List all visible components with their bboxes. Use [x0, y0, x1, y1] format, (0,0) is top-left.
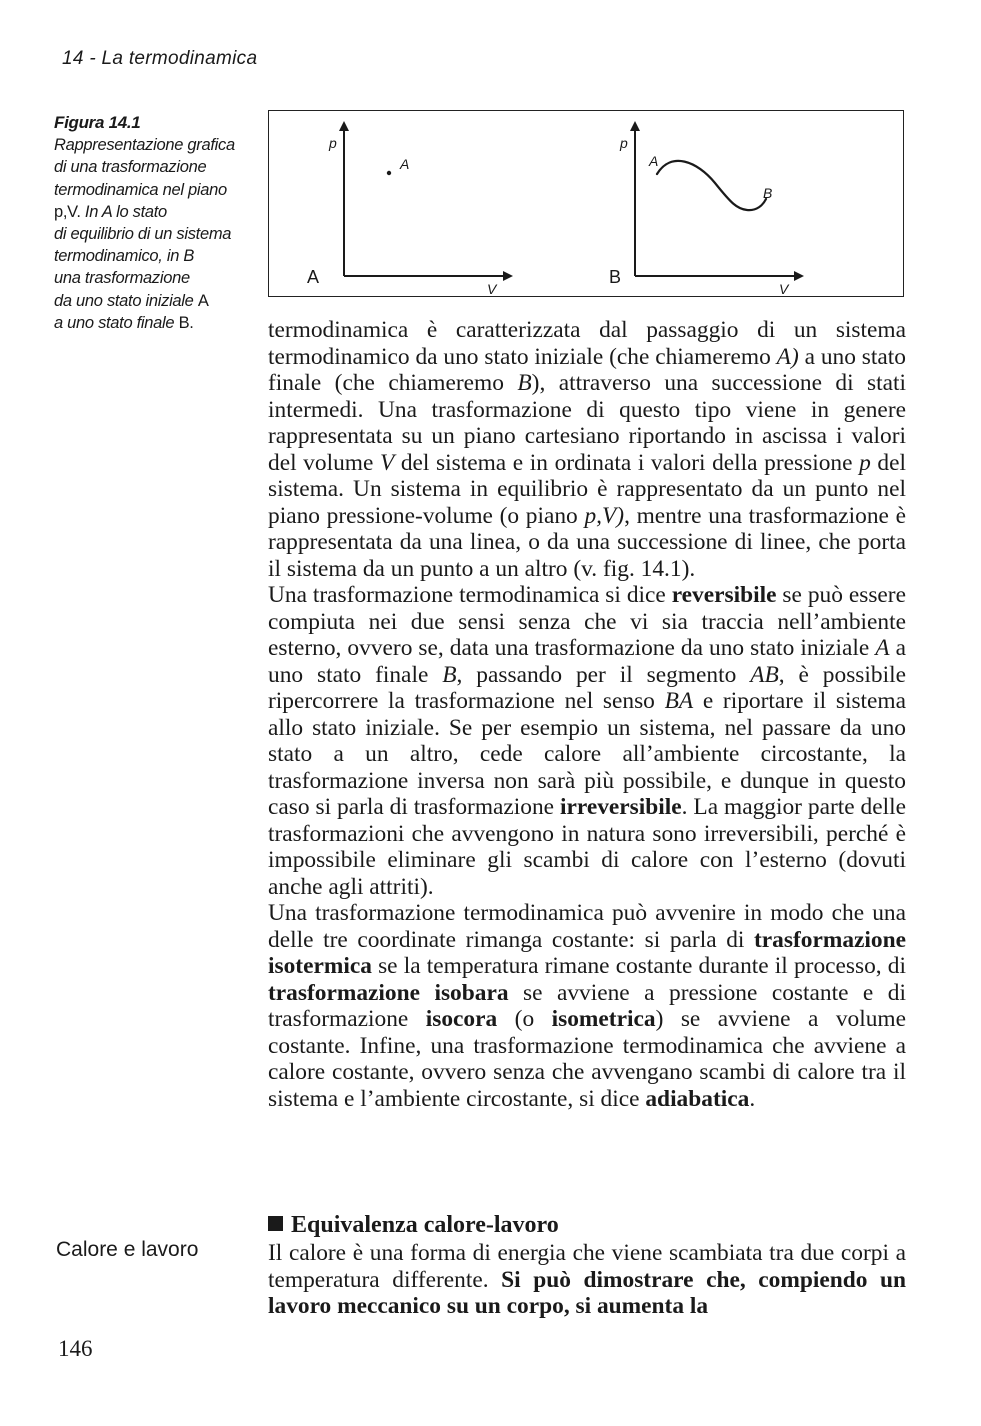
- term: isocora: [425, 1006, 498, 1032]
- panel-b-label: B: [609, 267, 622, 287]
- caption-letter: A: [197, 291, 209, 310]
- text: a uno stato finale (che chiameremo: [268, 343, 906, 396]
- var: A): [776, 343, 799, 370]
- equilibrium-point-label: A: [400, 156, 410, 172]
- term: trasformazione isobara: [268, 979, 509, 1006]
- paragraph-2: [268, 582, 906, 900]
- text: ) se avviene a volume costante. Infine, una trasformazione termodinamica che avviene a calore costante, ovvero senza che avvengano scambi di calore tra il sistema e l’ambiente circostante, si dice: [268, 1006, 906, 1112]
- caption-pv: p,V.: [54, 202, 81, 221]
- var: B: [442, 661, 457, 688]
- term: reversibile: [671, 582, 777, 608]
- var: V: [379, 449, 395, 476]
- text: (o: [497, 1006, 552, 1032]
- text: Una trasformazione termodinamica si dice: [268, 582, 672, 608]
- section-heading: [268, 1212, 559, 1239]
- caption-line: [54, 290, 259, 312]
- transformation-curve: [657, 161, 766, 210]
- var: AB: [750, 661, 779, 688]
- panel-b-p-label: p: [620, 135, 628, 151]
- text: se avviene a pressione costante e di trasformazione: [268, 979, 906, 1032]
- curve-start-label: A: [649, 153, 659, 169]
- caption-line: Rappresentazione grafica: [54, 136, 235, 155]
- panel-a: [307, 123, 511, 297]
- body-text: [268, 317, 906, 1112]
- text: del sistema e in ordinata i valori della pressione: [394, 449, 860, 476]
- caption-line: termodinamica nel piano: [54, 180, 227, 199]
- panel-a-v-label: V: [487, 281, 497, 297]
- term: irreversibile: [559, 794, 682, 820]
- caption-line: una trasformazione: [54, 269, 190, 288]
- term: isometrica: [551, 1006, 656, 1032]
- figure-caption: [54, 112, 259, 334]
- page-number: 146: [58, 1336, 93, 1361]
- section-body: [268, 1240, 906, 1320]
- caption-line: [54, 312, 259, 334]
- pv-diagram: [269, 111, 905, 298]
- equilibrium-point: [387, 171, 391, 175]
- text: se la temperatura rimane costante durante il processo, di: [371, 953, 906, 979]
- text: ), attraverso una successione di stati intermedi. Una trasformazione di questo tipo viene in genere rappresentata su un piano cartesiano riportando in ascissa i valori del volume: [268, 370, 906, 476]
- caption-line: [54, 201, 259, 223]
- caption-text: da uno stato iniziale: [54, 291, 198, 310]
- var: p: [859, 449, 871, 476]
- panel-b-v-label: V: [779, 281, 789, 297]
- running-header: 14 - La termodinamica: [62, 48, 258, 69]
- term: adiabatica: [645, 1085, 750, 1112]
- text: , è possibile ripercorrere la trasformazione nel senso: [268, 661, 906, 714]
- section-heading-text: Equivalenza calore-lavoro: [291, 1212, 559, 1238]
- caption-text: In A lo stato: [80, 202, 167, 221]
- term: trasformazione isotermica: [268, 926, 906, 979]
- text: Il calore è una forma di energia che viene scambiata tra due corpi a temperatura differente.: [268, 1240, 906, 1293]
- text: Una trasformazione termodinamica può avvenire in modo che una delle tre coordinate rimanga costante: si parla di: [268, 900, 906, 953]
- text: e riportare il sistema allo stato iniziale. Se per esempio un sistema, nel passare da uno stato a un altro, cede calore all’ambiente circostante, la trasformazione inversa non sarà più possibile, e dunque in questo caso si parla di trasformazione: [268, 688, 907, 820]
- caption-line: di equilibrio di un sistema: [54, 225, 232, 244]
- section-paragraph: [268, 1240, 906, 1320]
- text: , passando per il segmento: [456, 661, 751, 688]
- text: a uno stato finale: [268, 635, 907, 688]
- text: termodinamica è caratterizzata dal passaggio di un sistema termodinamico da uno stato iniziale (che chiameremo: [268, 317, 906, 370]
- paragraph-3: [268, 900, 906, 1112]
- text: , mentre una trasformazione è rappresentata da una linea, o da una successione di linee, che porta il sistema da un punto a un altro (v. fig. 14.1).: [268, 502, 906, 582]
- caption-text: a uno stato finale: [54, 313, 179, 332]
- panel-a-p-label: p: [329, 135, 337, 151]
- margin-note: Calore e lavoro: [56, 1238, 199, 1261]
- caption-title: Figura 14.1: [54, 113, 141, 132]
- curve-end-label: B: [763, 185, 773, 201]
- figure-14-1: [268, 110, 904, 297]
- var: BA: [664, 688, 694, 714]
- panel-a-label: A: [307, 267, 320, 287]
- text: .: [749, 1085, 756, 1112]
- panel-b: [609, 123, 802, 297]
- var: B: [517, 370, 532, 396]
- caption-line: termodinamico, in B: [54, 247, 195, 266]
- bold-text: Si può dimostrare che, compiendo un lavoro meccanico su un corpo, si aumenta la: [268, 1266, 906, 1319]
- caption-line: di una trasformazione: [54, 158, 207, 177]
- var: p,V): [584, 502, 625, 529]
- text: . La maggior parte delle trasformazioni che avvengono in natura sono irreversibili, perché è impossibile eliminare gli scambi di calore con l’esterno (dovuti anche agli attriti).: [268, 794, 907, 900]
- caption-letter: B.: [178, 313, 194, 332]
- text: se può essere compiuta nei due sensi senza che vi sia traccia nell’ambiente esterno, ovvero se, data una trasformazione da uno stato iniziale: [268, 582, 906, 661]
- var: A: [875, 635, 890, 661]
- text: del sistema. Un sistema in equilibrio è rappresentato da un punto nel piano pressione-volume (o piano: [268, 449, 906, 529]
- paragraph-1: [268, 317, 906, 582]
- square-bullet-icon: [268, 1216, 283, 1231]
